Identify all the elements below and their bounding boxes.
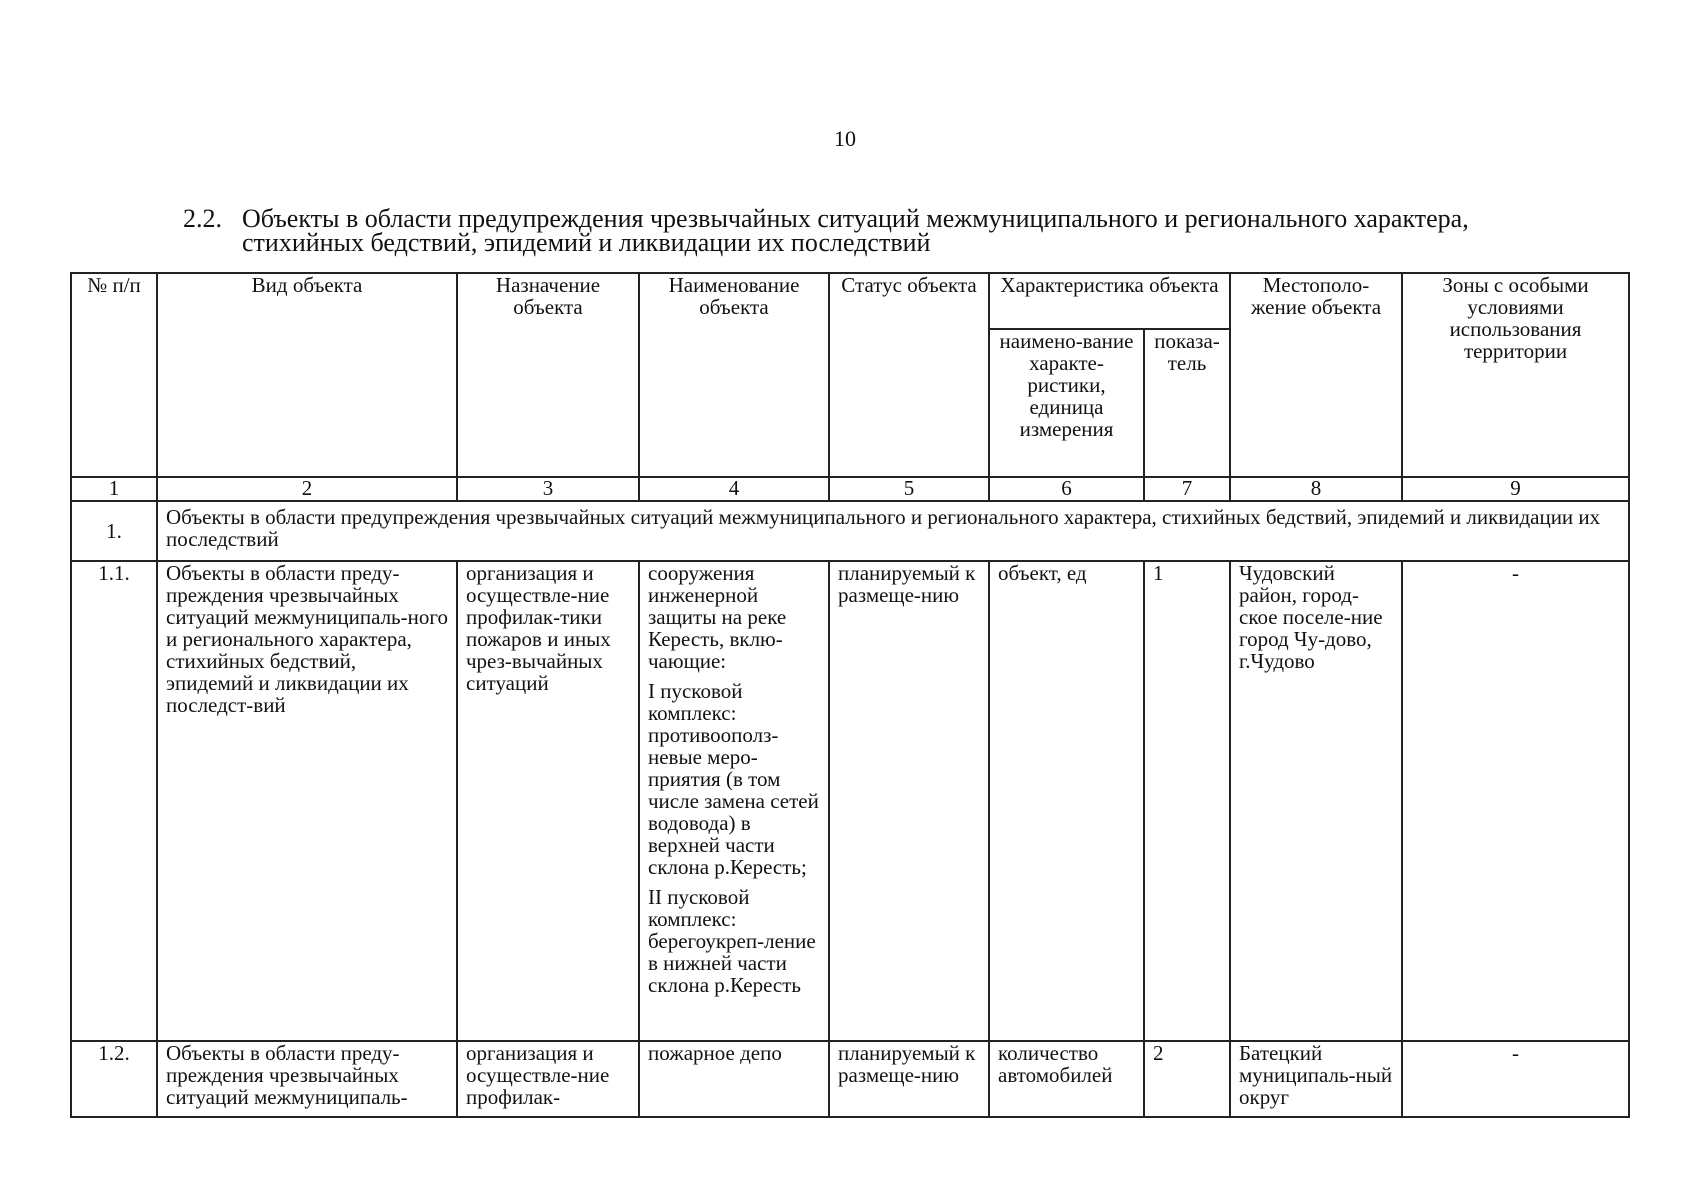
location-cell: Батецкий муниципаль-ный округ (1230, 1041, 1402, 1117)
header-num: № п/п (71, 273, 157, 477)
zones-cell: - (1402, 561, 1629, 1041)
object-status-cell: планируемый к размеще-нию (829, 1041, 989, 1117)
object-name-part: II пусковой комплекс: берегоукреп-ление в нижней части склона р.Кересть (648, 885, 816, 997)
row-number: 1.2. (71, 1041, 157, 1117)
object-name-cell (639, 561, 829, 1041)
location-cell: Чудовский район, город-ское поселе-ние город Чу-дово, г.Чудово (1230, 561, 1402, 1041)
column-number: 9 (1402, 477, 1629, 501)
characteristic-name-cell: количество автомобилей (989, 1041, 1144, 1117)
header-zones: Зоны с особыми условиями использования территории (1402, 273, 1629, 477)
zones-cell: - (1402, 1041, 1629, 1117)
header-characteristic: Характеристика объекта (989, 273, 1230, 329)
object-type-cell: Объекты в области преду-преждения чрезвычайных ситуаций межмуниципаль- (157, 1041, 457, 1117)
header-char-name: наимено-вание характе-ристики, единица измерения (989, 329, 1144, 477)
page-number: 10 (834, 126, 856, 151)
header-name: Наименование объекта (639, 273, 829, 477)
group-title: Объекты в области предупреждения чрезвычайных ситуаций межмуниципального и регионального характера, стихийных бедствий, эпидемий и ликвидации их последствий (157, 501, 1629, 561)
header-status: Статус объекта (829, 273, 989, 477)
object-status-cell: планируемый к размеще-нию (829, 561, 989, 1041)
group-row (71, 501, 1629, 561)
table-row (71, 1041, 1629, 1117)
indicator-cell: 2 (1144, 1041, 1230, 1117)
header-purpose: Назначение объекта (457, 273, 639, 477)
header-type: Вид объекта (157, 273, 457, 477)
row-number: 1.1. (71, 561, 157, 1041)
table-row (71, 561, 1629, 1041)
column-number: 3 (457, 477, 639, 501)
group-number: 1. (71, 501, 157, 561)
column-number: 4 (639, 477, 829, 501)
column-number: 8 (1230, 477, 1402, 501)
object-purpose-cell: организация и осуществле-ние профилак-тики пожаров и иных чрез-вычайных ситуаций (457, 561, 639, 1041)
characteristic-name-cell: объект, ед (989, 561, 1144, 1041)
section-number: 2.2. (183, 204, 222, 233)
header-location: Местополо-жение объекта (1230, 273, 1402, 477)
object-type-cell: Объекты в области преду-преждения чрезвычайных ситуаций межмуниципаль-ного и регионального характера, стихийных бедствий, эпидемий и ликвидации их последст-вий (157, 561, 457, 1041)
column-number: 7 (1144, 477, 1230, 501)
column-number: 1 (71, 477, 157, 501)
column-number: 5 (829, 477, 989, 501)
object-name-part: I пусковой комплекс: противоополз-невые меро-приятия (в том числе замена сетей водовода) в верхней части склона р.Кересть; (648, 679, 819, 879)
objects-table (70, 272, 1630, 1118)
object-name-cell: пожарное депо (639, 1041, 829, 1117)
column-number: 6 (989, 477, 1144, 501)
object-purpose-cell: организация и осуществле-ние профилак- (457, 1041, 639, 1117)
column-number: 2 (157, 477, 457, 501)
object-name-part: сооружения инженерной защиты на реке Кересть, вклю-чающие: (648, 561, 787, 673)
header-indicator: показа-тель (1144, 329, 1230, 477)
section-title-text: Объекты в области предупреждения чрезвычайных ситуаций межмуниципального и регионального характера, стихийных бедствий, эпидемий и ликвидации их последствий (242, 204, 1469, 257)
indicator-cell: 1 (1144, 561, 1230, 1041)
